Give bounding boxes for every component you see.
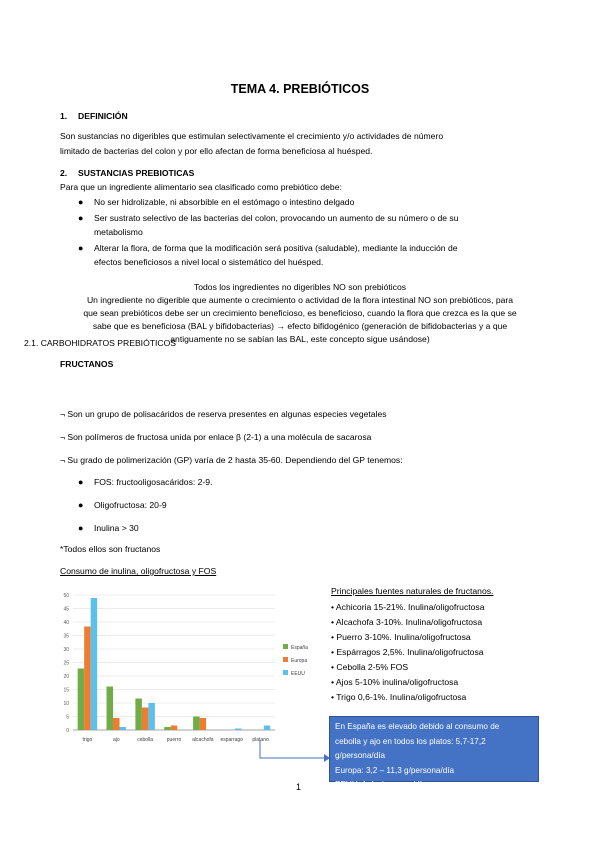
list-item-text: Ser sustrato selectivo de las bacterias del colon, provocando un aumento de su número o de su: [94, 212, 459, 223]
list-item-text: Oligofructosa: 20-9: [94, 500, 167, 510]
y-tick-label: 30: [63, 647, 69, 653]
centered-line: sabe que es beneficiosa (BAL y bifidobacterias) → efecto bifidogénico (generación de bifidobacterias y a que: [92, 321, 508, 331]
centered-line: antiguamente no se sabían las BAL, este concepto sigue usándose): [170, 334, 430, 344]
list-item-text: metabolismo: [94, 227, 143, 237]
source-item: Achicoria 15-21%. Inulina/oligofructosa: [335, 602, 485, 612]
list-item-text: FOS: fructooligosacáridos: 2-9.: [94, 477, 213, 487]
bar-trigo-2: [91, 598, 98, 730]
fructanos-point-1: ¬ Son un grupo de polisacáridos de reserva presentes en algunas especies vegetales: [60, 409, 387, 419]
legend-swatch: [283, 657, 288, 662]
x-tick-label: platano: [252, 737, 269, 743]
legend-label: Europa: [291, 658, 308, 664]
list-item-text: No ser hidrolizable, ni absorbible en el estómago o intestino delgado: [94, 197, 355, 207]
list-item: • Cebolla 2-5% FOS: [331, 662, 409, 672]
x-tick-label: ajo: [112, 737, 120, 743]
section-2-intro: Para que un ingrediente alimentario sea clasificado como prebiótico debe:: [60, 182, 342, 192]
section-1-number: 1.: [60, 111, 68, 121]
section-2-1-heading: 2.1. CARBOHIDRATOS PREBIÓTICOS: [24, 338, 177, 348]
fructanos-note: *Todos ellos son fructanos: [60, 544, 161, 554]
chart-caption: Consumo de inulina, oligofructosa y FOS: [60, 566, 217, 576]
x-tick-label: esparrago: [220, 737, 243, 743]
bar-cebolla-2: [148, 703, 155, 730]
consumption-callout: [329, 716, 539, 789]
list-item: • Espárragos 2,5%. Inulina/oligofructosa: [331, 647, 484, 657]
callout-line: Europa: 3,2 – 11,3 g/persona/día: [335, 765, 455, 775]
y-tick-label: 10: [63, 701, 69, 707]
y-tick-label: 40: [63, 620, 69, 626]
source-item: Espárragos 2,5%. Inulina/oligofructosa: [336, 647, 484, 657]
list-item-text: Inulina > 30: [94, 523, 139, 533]
centered-line: que sean prebióticos debe ser un crecimiento beneficioso, es beneficioso, cuando la flora que crezca es la que se: [83, 308, 517, 318]
callout-line: EEUU: 1-4 g/persona/día: [335, 780, 427, 789]
bar-trigo-1: [84, 627, 91, 731]
bar-alcachofa-1: [200, 718, 207, 730]
legend-label: España: [291, 645, 308, 651]
y-tick-label: 0: [66, 728, 69, 734]
section-2-heading: SUSTANCIAS PREBIOTICAS: [78, 168, 195, 178]
centered-line: Todos los ingredientes no digeribles NO son prebióticos: [193, 282, 407, 292]
page-title: TEMA 4. PREBIÓTICOS: [230, 82, 370, 96]
legend-label: EEUU: [291, 671, 305, 677]
definition-line-2: limitado de bacterias del colon y por ello afectan de forma beneficiosa al huésped.: [60, 146, 373, 156]
bar-cebolla-1: [142, 708, 149, 731]
section-2-number: 2.: [60, 168, 68, 178]
bullet-icon: ●: [78, 523, 84, 533]
list-item: [78, 211, 548, 240]
gp-list: [78, 475, 212, 544]
callout-line: g/persona/día: [335, 751, 386, 760]
y-tick-label: 25: [63, 660, 69, 667]
x-tick-label: alcachofa: [192, 737, 214, 743]
list-item: • Ajos 5-10% inulina/oligofructosa: [331, 677, 459, 687]
list-item: [78, 475, 212, 498]
fructanos-heading: FRUCTANOS: [60, 359, 114, 369]
criteria-list: [78, 195, 548, 270]
bullet-icon: ●: [78, 212, 84, 223]
callout-line: cebolla y ajo en todos los platos: 5,7-17,2: [335, 736, 486, 746]
page-number: 1: [296, 782, 302, 792]
y-tick-label: 20: [63, 674, 69, 680]
bullet-icon: ●: [78, 500, 84, 510]
chart-bars: [78, 598, 271, 730]
source-item: Ajos 5-10% inulina/oligofructosa: [335, 677, 459, 687]
bar-ajo-1: [113, 718, 120, 730]
list-item: • Puerro 3-10%. Inulina/oligofructosa: [331, 632, 471, 642]
list-item: [78, 241, 548, 270]
bar-cebolla-0: [135, 699, 142, 731]
sources-heading: Principales fuentes naturales de fructanos.: [331, 586, 494, 596]
x-tick-label: cebolla: [137, 737, 154, 743]
bar-esparrago-2: [235, 729, 242, 731]
sources-list: [331, 600, 485, 705]
bar-platano-2: [264, 726, 271, 731]
callout-line: En España es elevado debido al consumo de: [335, 722, 500, 731]
bar-puerro-0: [164, 727, 171, 730]
bar-ajo-2: [120, 727, 127, 730]
section-1-heading: DEFINICIÓN: [78, 111, 128, 121]
list-item-text: efectos beneficiosos a nivel local o sistemático del huésped.: [94, 257, 324, 267]
y-tick-label: 50: [63, 593, 69, 599]
chart-x-labels: [83, 737, 269, 743]
legend-swatch: [283, 670, 288, 675]
bar-puerro-1: [171, 726, 178, 731]
y-tick-label: 35: [63, 633, 69, 640]
list-item: • Trigo 0,6-1%. Inulina/oligofructosa: [331, 692, 467, 702]
source-item: Cebolla 2-5% FOS: [336, 662, 409, 672]
bar-trigo-0: [78, 669, 85, 731]
consumption-chart: [55, 585, 325, 745]
connector-arrow-icon: [258, 738, 333, 762]
fructanos-point-3: ¬ Su grado de polimerización (GP) varía de 2 hasta 35-60. Dependiendo del GP tenemos:: [60, 455, 403, 465]
definition-line-1: Son sustancias no digeribles que estimulan selectivamente el crecimiento y/o actividades de número: [60, 131, 444, 141]
list-item: • Achicoria 15-21%. Inulina/oligofructosa: [331, 602, 485, 612]
source-item: Alcachofa 3-10%. Inulina/oligofructosa: [335, 617, 483, 627]
legend-swatch: [283, 644, 288, 649]
list-item: • Alcachofa 3-10%. Inulina/oligofructosa: [331, 617, 483, 627]
fructanos-point-2: ¬ Son polímeros de fructosa unida por enlace β (2-1) a una molécula de sacarosa: [60, 432, 372, 442]
bullet-icon: ●: [78, 197, 84, 207]
centered-line: Un ingrediente no digerible que aumente o crecimiento o actividad de la flora intestinal NO son prebióticos, para: [86, 295, 514, 305]
y-tick-label: 45: [63, 606, 69, 613]
source-item: Puerro 3-10%. Inulina/oligofructosa: [336, 632, 471, 642]
bullet-icon: ●: [78, 477, 84, 487]
bar-alcachofa-0: [193, 717, 200, 731]
y-tick-label: 15: [63, 687, 69, 694]
bar-ajo-0: [107, 687, 114, 731]
source-item: Trigo 0,6-1%. Inulina/oligofructosa: [336, 692, 467, 702]
chart-y-ticks: [63, 593, 69, 734]
bullet-icon: ●: [78, 242, 84, 253]
list-item: [78, 498, 212, 521]
chart-gridlines: [73, 595, 275, 730]
chart-legend: [283, 644, 308, 677]
list-item: [78, 195, 548, 210]
y-tick-label: 5: [66, 714, 69, 721]
x-tick-label: trigo: [82, 737, 93, 743]
list-item-text: Alterar la flora, de forma que la modificación será positiva (saludable), mediante la inducción de: [94, 242, 458, 253]
list-item: [78, 521, 212, 544]
x-tick-label: puerro: [166, 737, 182, 743]
